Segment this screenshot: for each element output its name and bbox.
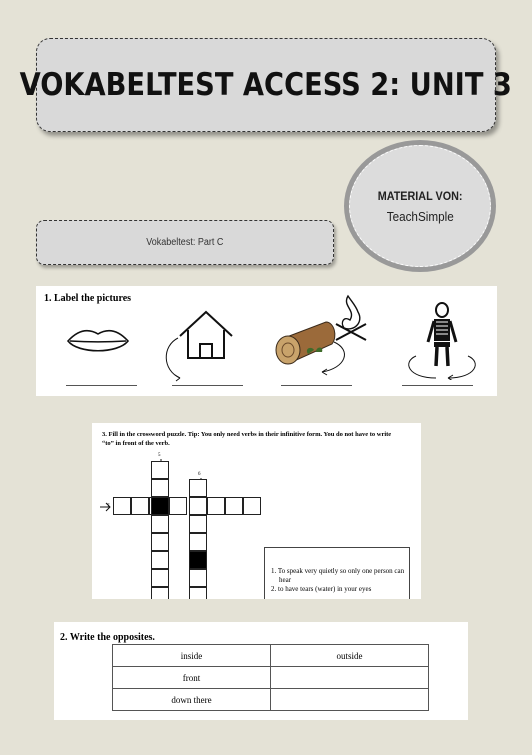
badge-name: TeachSimple [386,208,454,224]
answer-line-3[interactable] [281,385,352,386]
crossword-cell-blocked [189,551,207,569]
crossword-clue-box [264,547,410,599]
part-label: Vokabeltest: Part C [146,237,224,248]
badge-title: MATERIAL VON: [377,188,463,203]
section-1-heading: 1. Label the pictures [44,293,132,304]
table-cell: front [113,667,271,689]
crossword-clue: 1. To speak very quietly so only one person can hear [271,567,405,584]
clue-number-5: 5 [158,453,161,458]
section-crossword [92,423,421,599]
crossword-cell[interactable] [151,587,169,599]
crossword-cell[interactable] [151,479,169,497]
section-2-heading: 2. Write the opposites. [60,632,155,643]
section-label-pictures [36,286,497,396]
table-cell-answer[interactable] [271,667,429,689]
table-row [113,645,429,667]
author-badge [344,140,496,272]
crossword-cell[interactable] [151,569,169,587]
crossword-cell[interactable] [189,479,207,497]
crossword-cell[interactable] [151,515,169,533]
answer-line-2[interactable] [172,385,243,386]
table-row [113,667,429,689]
section-opposites [54,622,468,720]
crossword-cell[interactable] [189,497,207,515]
crossword-cell[interactable] [189,515,207,533]
crossword-cell[interactable] [189,587,207,599]
title-banner [19,38,513,132]
crossword-cell[interactable] [151,533,169,551]
table-cell: inside [113,645,271,667]
crossword-cell[interactable] [225,497,243,515]
table-row [113,689,429,711]
table-cell[interactable]: outside [271,645,429,667]
crossword-cell[interactable] [113,497,131,515]
house-icon [160,308,240,384]
table-cell: down there [113,689,271,711]
opposites-table [112,644,429,711]
answer-line-1[interactable] [66,385,137,386]
crossword-clue: 2. to have tears (water) in your eyes [271,585,372,593]
crossword-cell-blocked [151,497,169,515]
crossword-cell[interactable] [243,497,261,515]
crossword-cell[interactable] [131,497,149,515]
crossword-cell[interactable] [207,497,225,515]
part-label-box [36,220,334,265]
log-fire-icon [274,292,378,380]
right-arrow-icon [100,502,112,512]
table-cell-answer[interactable] [271,689,429,711]
lips-icon [66,326,130,356]
page-title: VOKABELTEST ACCESS 2: UNIT 3 [19,67,513,103]
crossword-clue-list [269,567,407,594]
crossword-cell[interactable] [151,461,169,479]
author-badge-inner [349,145,491,267]
crossword-instruction: 3. Fill in the crossword puzzle. Tip: You only need verbs in their infinitive form. You do not have to write “to” in front of the verb. [102,431,392,447]
crossword-cell[interactable] [189,569,207,587]
clue-number-6: 6 [198,472,201,477]
crossword-cell[interactable] [151,551,169,569]
crossword-cell[interactable] [169,497,187,515]
clue-number-7: 7 [107,504,110,509]
skeleton-icon [396,300,488,380]
crossword-cell[interactable] [189,533,207,551]
answer-line-4[interactable] [402,385,473,386]
